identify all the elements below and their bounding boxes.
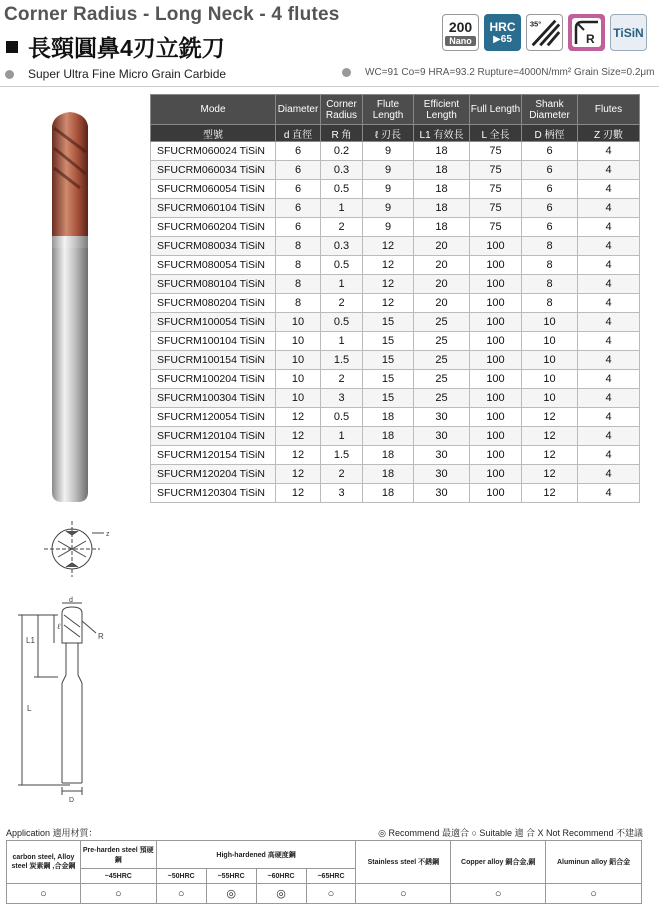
- value-cell: 9: [363, 218, 414, 237]
- value-cell: 18: [414, 161, 470, 180]
- value-cell: 75: [470, 161, 522, 180]
- value-cell: 8: [276, 275, 321, 294]
- value-cell: 100: [470, 275, 522, 294]
- value-cell: 18: [414, 199, 470, 218]
- value-cell: 10: [522, 389, 578, 408]
- value-cell: 2: [321, 294, 363, 313]
- value-cell: 4: [578, 427, 640, 446]
- value-cell: 25: [414, 332, 470, 351]
- mark-prehard: ○: [80, 884, 156, 904]
- value-cell: 1: [321, 427, 363, 446]
- application-table: [6, 840, 642, 904]
- value-cell: 10: [522, 370, 578, 389]
- value-cell: 20: [414, 256, 470, 275]
- value-cell: 12: [276, 446, 321, 465]
- value-cell: 25: [414, 370, 470, 389]
- application-title: Application 適用材質：: [6, 828, 98, 838]
- value-cell: 3: [321, 484, 363, 503]
- value-cell: 6: [276, 180, 321, 199]
- value-cell: 30: [414, 484, 470, 503]
- coating-badge: [610, 14, 647, 51]
- value-cell: 30: [414, 465, 470, 484]
- model-cell: SFUCRM120204 TiSiN: [151, 465, 276, 484]
- value-cell: 1: [321, 275, 363, 294]
- value-cell: 12: [522, 408, 578, 427]
- model-cell: SFUCRM100304 TiSiN: [151, 389, 276, 408]
- value-cell: 25: [414, 313, 470, 332]
- value-cell: 4: [578, 408, 640, 427]
- value-cell: 100: [470, 332, 522, 351]
- value-cell: 100: [470, 446, 522, 465]
- value-cell: 20: [414, 237, 470, 256]
- value-cell: 18: [363, 484, 414, 503]
- value-cell: 6: [276, 161, 321, 180]
- spec-table: [150, 94, 640, 503]
- value-cell: 0.2: [321, 142, 363, 161]
- value-cell: 4: [578, 484, 640, 503]
- col-corner-radius-cn: R 角: [321, 125, 363, 142]
- value-cell: 0.3: [321, 237, 363, 256]
- value-cell: 10: [276, 351, 321, 370]
- value-cell: 4: [578, 351, 640, 370]
- value-cell: 18: [363, 465, 414, 484]
- col-efficient-length-cn: L1 有效長: [414, 125, 470, 142]
- mark-hrc65: ○: [306, 884, 356, 904]
- side-view-drawing: [18, 603, 96, 795]
- composition-text: WC=91 Co=9 HRA=93.2 Rupture=4000N/mm² Grain Size=0.2μm: [365, 67, 655, 78]
- title-chinese: [4, 30, 225, 63]
- model-cell: SFUCRM100104 TiSiN: [151, 332, 276, 351]
- model-cell: SFUCRM080104 TiSiN: [151, 275, 276, 294]
- hrc-top: HRC: [489, 20, 516, 34]
- end-mill-image: [40, 108, 110, 508]
- model-cell: SFUCRM060204 TiSiN: [151, 218, 276, 237]
- prehard-hrc: ~45HRC: [80, 869, 156, 884]
- value-cell: 12: [276, 408, 321, 427]
- value-cell: 8: [522, 256, 578, 275]
- col-shank-diameter-cn: D 柄徑: [522, 125, 578, 142]
- value-cell: 18: [414, 142, 470, 161]
- mark-hrc50: ○: [156, 884, 206, 904]
- value-cell: 10: [522, 313, 578, 332]
- stainless-header: Stainless steel 不銹鋼: [356, 841, 451, 884]
- table-row: [151, 370, 640, 389]
- table-row: [151, 237, 640, 256]
- nano-big: 200: [448, 18, 473, 35]
- value-cell: 4: [578, 237, 640, 256]
- value-cell: 12: [276, 484, 321, 503]
- subtitle-right: [342, 67, 655, 78]
- nano-small: Nano: [445, 36, 476, 46]
- table-row: [151, 180, 640, 199]
- table-row: [151, 199, 640, 218]
- model-cell: SFUCRM080204 TiSiN: [151, 294, 276, 313]
- value-cell: 100: [470, 389, 522, 408]
- value-cell: 30: [414, 446, 470, 465]
- table-row: [151, 256, 640, 275]
- value-cell: 4: [578, 180, 640, 199]
- col-diameter-cn: d 直徑: [276, 125, 321, 142]
- value-cell: 4: [578, 199, 640, 218]
- value-cell: 100: [470, 408, 522, 427]
- bullet-dot-icon: [5, 70, 14, 79]
- header-row-cn: [151, 125, 640, 142]
- value-cell: 4: [578, 332, 640, 351]
- value-cell: 2: [321, 370, 363, 389]
- hrc-55: ~55HRC: [206, 869, 256, 884]
- value-cell: 8: [522, 237, 578, 256]
- value-cell: 15: [363, 313, 414, 332]
- flute-length-label: ℓ: [57, 622, 61, 631]
- carbon-steel-header: carbon steel, Alloy steel 炭素鋼 ,合金鋼: [7, 841, 81, 884]
- model-cell: SFUCRM120304 TiSiN: [151, 484, 276, 503]
- value-cell: 1: [321, 332, 363, 351]
- model-cell: SFUCRM100204 TiSiN: [151, 370, 276, 389]
- table-row: [151, 294, 640, 313]
- value-cell: 0.5: [321, 256, 363, 275]
- hrc-65: ~65HRC: [306, 869, 356, 884]
- value-cell: 100: [470, 370, 522, 389]
- value-cell: 6: [276, 199, 321, 218]
- value-cell: 1.5: [321, 351, 363, 370]
- value-cell: 18: [414, 218, 470, 237]
- model-cell: SFUCRM060104 TiSiN: [151, 199, 276, 218]
- col-flute-length-cn: ℓ 刃長: [363, 125, 414, 142]
- value-cell: 9: [363, 199, 414, 218]
- value-cell: 1.5: [321, 446, 363, 465]
- value-cell: 75: [470, 142, 522, 161]
- value-cell: 4: [578, 389, 640, 408]
- value-cell: 12: [522, 446, 578, 465]
- hrc-50: ~50HRC: [156, 869, 206, 884]
- value-cell: 3: [321, 389, 363, 408]
- col-full-length-cn: L 全長: [470, 125, 522, 142]
- value-cell: 10: [276, 370, 321, 389]
- value-cell: 6: [522, 218, 578, 237]
- value-cell: 100: [470, 427, 522, 446]
- technical-drawings: [0, 515, 150, 815]
- value-cell: 0.5: [321, 408, 363, 427]
- col-shank-diameter: Shank Diameter: [522, 95, 578, 125]
- value-cell: 10: [276, 313, 321, 332]
- model-cell: SFUCRM060034 TiSiN: [151, 161, 276, 180]
- radius-letter: R: [586, 32, 595, 46]
- value-cell: 9: [363, 180, 414, 199]
- square-bullet-icon: [6, 41, 18, 53]
- corner-radius-icon: [568, 14, 605, 51]
- angle-label: 35°: [529, 19, 542, 29]
- table-row: [151, 446, 640, 465]
- value-cell: 18: [363, 408, 414, 427]
- table-row: [151, 484, 640, 503]
- value-cell: 0.3: [321, 161, 363, 180]
- table-row: [151, 408, 640, 427]
- value-cell: 6: [522, 199, 578, 218]
- col-mode: Mode: [151, 95, 276, 125]
- value-cell: 6: [276, 218, 321, 237]
- value-cell: 0.5: [321, 180, 363, 199]
- model-cell: SFUCRM120154 TiSiN: [151, 446, 276, 465]
- full-length-label: L: [27, 704, 32, 713]
- value-cell: 12: [522, 465, 578, 484]
- value-cell: 75: [470, 180, 522, 199]
- model-cell: SFUCRM120054 TiSiN: [151, 408, 276, 427]
- value-cell: 4: [578, 256, 640, 275]
- value-cell: 100: [470, 294, 522, 313]
- value-cell: 4: [578, 161, 640, 180]
- value-cell: 4: [578, 465, 640, 484]
- value-cell: 10: [522, 332, 578, 351]
- value-cell: 100: [470, 484, 522, 503]
- value-cell: 12: [276, 465, 321, 484]
- model-cell: SFUCRM080034 TiSiN: [151, 237, 276, 256]
- mark-carbon: ○: [7, 884, 81, 904]
- divider: [0, 86, 659, 87]
- table-row: [151, 332, 640, 351]
- value-cell: 12: [363, 275, 414, 294]
- value-cell: 75: [470, 218, 522, 237]
- value-cell: 100: [470, 351, 522, 370]
- prehard-header: Pre-harden steel 預硬鋼: [80, 841, 156, 869]
- value-cell: 4: [578, 313, 640, 332]
- mark-aluminum: ○: [546, 884, 642, 904]
- spec-table-body: [151, 142, 640, 503]
- value-cell: 6: [276, 142, 321, 161]
- value-cell: 9: [363, 142, 414, 161]
- value-cell: 100: [470, 313, 522, 332]
- value-cell: 30: [414, 408, 470, 427]
- value-cell: 15: [363, 370, 414, 389]
- value-cell: 12: [363, 294, 414, 313]
- value-cell: 12: [363, 237, 414, 256]
- title-english: Corner Radius - Long Neck - 4 flutes: [4, 4, 340, 25]
- value-cell: 8: [522, 294, 578, 313]
- value-cell: 8: [276, 294, 321, 313]
- helix-angle-icon: [526, 15, 563, 50]
- value-cell: 15: [363, 389, 414, 408]
- application-legend: ◎ Recommend 最適合 ○ Suitable 適 合 X Not Recommend 不建議: [378, 828, 643, 838]
- value-cell: 100: [470, 256, 522, 275]
- value-cell: 4: [578, 294, 640, 313]
- header-row-en: [151, 95, 640, 125]
- r-label: R: [98, 632, 104, 641]
- z-label: z: [106, 531, 110, 538]
- mark-hrc60: ◎: [256, 884, 306, 904]
- model-cell: SFUCRM080054 TiSiN: [151, 256, 276, 275]
- value-cell: 20: [414, 294, 470, 313]
- table-row: [151, 142, 640, 161]
- value-cell: 0.5: [321, 313, 363, 332]
- value-cell: 4: [578, 142, 640, 161]
- value-cell: 1: [321, 199, 363, 218]
- value-cell: 4: [578, 446, 640, 465]
- model-cell: SFUCRM100154 TiSiN: [151, 351, 276, 370]
- value-cell: 12: [276, 427, 321, 446]
- col-mode-cn: 型號: [151, 125, 276, 142]
- model-cell: SFUCRM060024 TiSiN: [151, 142, 276, 161]
- col-flutes-cn: Z 刃數: [578, 125, 640, 142]
- value-cell: 12: [522, 427, 578, 446]
- table-row: [151, 465, 640, 484]
- table-row: [151, 351, 640, 370]
- value-cell: 75: [470, 199, 522, 218]
- value-cell: 2: [321, 465, 363, 484]
- value-cell: 2: [321, 218, 363, 237]
- value-cell: 8: [276, 256, 321, 275]
- col-efficient-length: Efficient Length: [414, 95, 470, 125]
- value-cell: 6: [522, 180, 578, 199]
- corner-radius-badge: [568, 14, 605, 51]
- value-cell: 8: [522, 275, 578, 294]
- model-cell: SFUCRM120104 TiSiN: [151, 427, 276, 446]
- end-view-drawing: [44, 521, 104, 577]
- mark-hrc55: ◎: [206, 884, 256, 904]
- bullet-dot-icon: [342, 68, 351, 77]
- value-cell: 10: [276, 332, 321, 351]
- table-row: [151, 161, 640, 180]
- nano-grain-badge: [442, 14, 479, 51]
- value-cell: 12: [522, 484, 578, 503]
- value-cell: 18: [363, 446, 414, 465]
- value-cell: 25: [414, 351, 470, 370]
- hrc-badge: [484, 14, 521, 51]
- hrc-60: ~60HRC: [256, 869, 306, 884]
- hardened-header: High-hardened 高硬度鋼: [156, 841, 356, 869]
- mark-stainless: ○: [356, 884, 451, 904]
- value-cell: 10: [276, 389, 321, 408]
- value-cell: 4: [578, 370, 640, 389]
- model-cell: SFUCRM100054 TiSiN: [151, 313, 276, 332]
- value-cell: 25: [414, 389, 470, 408]
- subtitle-left: [5, 67, 226, 81]
- table-row: [151, 427, 640, 446]
- model-cell: SFUCRM060054 TiSiN: [151, 180, 276, 199]
- l1-label: L1: [26, 636, 35, 645]
- value-cell: 9: [363, 161, 414, 180]
- value-cell: 30: [414, 427, 470, 446]
- col-diameter: Diameter: [276, 95, 321, 125]
- value-cell: 4: [578, 275, 640, 294]
- col-flute-length: Flute Length: [363, 95, 414, 125]
- value-cell: 10: [522, 351, 578, 370]
- table-row: [151, 218, 640, 237]
- shank-label: D: [69, 797, 75, 804]
- col-flutes: Flutes: [578, 95, 640, 125]
- value-cell: 8: [276, 237, 321, 256]
- aluminum-header: Aluminun alloy 鋁合金: [546, 841, 642, 884]
- value-cell: 6: [522, 161, 578, 180]
- value-cell: 12: [363, 256, 414, 275]
- value-cell: 6: [522, 142, 578, 161]
- value-cell: 15: [363, 351, 414, 370]
- value-cell: 100: [470, 465, 522, 484]
- hrc-bottom: ▶65: [493, 34, 512, 45]
- mark-copper: ○: [451, 884, 546, 904]
- feature-badges: [442, 14, 647, 51]
- value-cell: 18: [414, 180, 470, 199]
- value-cell: 4: [578, 218, 640, 237]
- d-label: d: [69, 597, 73, 604]
- coating-text: TiSiN: [613, 25, 644, 40]
- value-cell: 15: [363, 332, 414, 351]
- table-row: [151, 389, 640, 408]
- value-cell: 20: [414, 275, 470, 294]
- table-row: [151, 313, 640, 332]
- copper-header: Copper alloy 銅合金,銅: [451, 841, 546, 884]
- helix-angle-badge: [526, 14, 563, 51]
- title-chinese-text: 長頸圓鼻4刃立銑刀: [28, 35, 225, 61]
- table-row: [151, 275, 640, 294]
- value-cell: 18: [363, 427, 414, 446]
- value-cell: 100: [470, 237, 522, 256]
- material-text: Super Ultra Fine Micro Grain Carbide: [28, 67, 227, 81]
- col-full-length: Full Length: [470, 95, 522, 125]
- col-corner-radius: Corner Radius: [321, 95, 363, 125]
